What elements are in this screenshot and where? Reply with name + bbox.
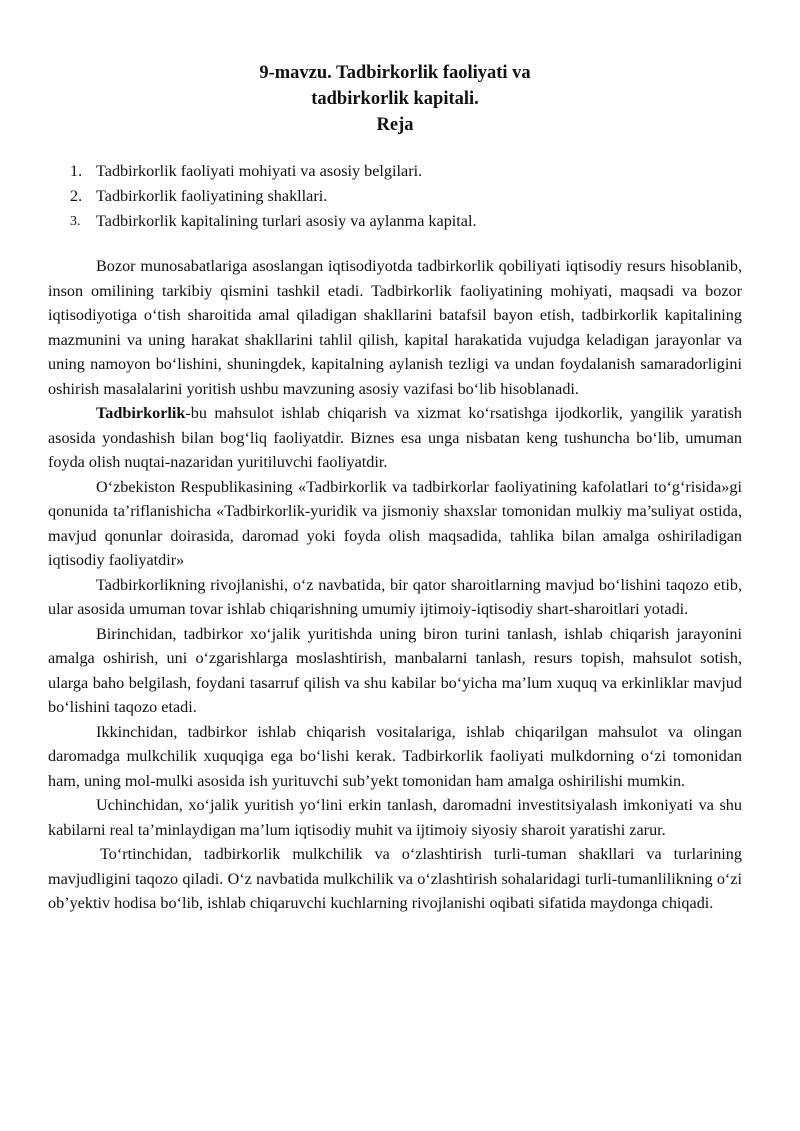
term-tadbirkorlik: Tadbirkorlik xyxy=(96,404,186,422)
plan-item-number: 2. xyxy=(70,187,83,205)
plan-item-number: 3. xyxy=(70,214,81,229)
definition-text: -bu mahsulot ishlab chiqarish va xizmat ko‘rsatishga ijodkorlik, yangilik yaratish asosida yondashish bilan bog‘liq faoliyatdir. Biznes esa unga nisbatan keng tushuncha bo‘lib, umuman foyda olish nuqtai-nazaridan yuritiluvchi faoliyatdir. xyxy=(48,404,742,471)
plan-item-text: Tadbirkorlik faoliyatining shakllari. xyxy=(96,187,328,205)
plan-item xyxy=(70,184,742,209)
plan-item xyxy=(70,209,742,234)
plan-item-number: 1. xyxy=(70,162,83,180)
paragraph-conditions: Tadbirkorlikning rivojlanishi, o‘z navbatida, bir qator sharoitlarning mavjud bo‘lishini taqozo etib, ular asosida umuman tovar ishlab chiqarishning umumiy ijtimoiy-iqtisodiy shart-sharoitlari yotadi. xyxy=(48,575,742,618)
plan-item-text: Tadbirkorlik faoliyati mohiyati va asosiy belgilari. xyxy=(96,162,423,180)
paragraph-second: Ikkinchidan, tadbirkor ishlab chiqarish vositalariga, ishlab chiqarilgan mahsulot va olingan daromadga mulkchilik xuquqiga ega bo‘lishi kerak. Tadbirkorlik faoliyati mulkdorning o‘zi tomonidan ham, uning mol-mulki asosida ish yurituvchi sub’yekt tomonidan ham amalga oshirilishi mumkin. xyxy=(48,722,742,790)
paragraph-first: Birinchidan, tadbirkor xo‘jalik yuritishda uning biron turini tanlash, ishlab chiqarish jarayonini amalga oshirish, uni o‘zgarishlarga moslashtirish, manbalarni tanlash, resurs topish, mahsulot sotish, ularga baho belgilash, foydani tasarruf qilish va shu kabilar bo‘yicha ma’lum xuquq va erkinliklar mavjud bo‘lishini taqozo etadi. xyxy=(48,624,742,716)
paragraph-third: Uchinchidan, xo‘jalik yuritish yo‘lini erkin tanlash, daromadni investitsiyalash imkoniyati va shu kabilarni real ta’minlaydigan ma’lum iqtisodiy muhit va ijtimoiy siyosiy sharoit yaratishi zarur. xyxy=(48,796,742,839)
paragraph-definition xyxy=(48,401,742,475)
title-line-2: tadbirkorlik kapitali. xyxy=(311,89,479,109)
title-line-1: 9-mavzu. Tadbirkorlik faoliyati va xyxy=(259,63,531,83)
plan-item-text: Tadbirkorlik kapitalining turlari asosiy va aylanma kapital. xyxy=(96,212,477,230)
plan-list xyxy=(48,159,742,234)
paragraph-intro: Bozor munosabatlariga asoslangan iqtisodiyotda tadbirkorlik qobiliyati iqtisodiy resurs hisoblanib, inson omilining tarkibiy qismini tashkil etadi. Tadbirkorlik faoliyatining mohiyati, maqsadi va bozor iqtisodiyotiga o‘tish sharoitida amal qiladigan shakllarini batafsil bayon etish, tadbirkorlik kapitalining mazmunini va uning harakat shakllarini tahlil qilish, kapital harakatida vujudga keladigan jarayonlar va uning namoyon bo‘lishini, shuningdek, kapitalning aylanish tezligi va undan foydalanish samaradorligini oshirish masalalarini yoritish ushbu mavzuning asosiy vazifasi bo‘lib hisoblanadi. xyxy=(48,257,742,398)
paragraph-law: O‘zbekiston Respublikasining «Tadbirkorlik va tadbirkorlar faoliyatining kafolatlari to‘g‘risida»gi qonunida ta’riflanishicha «Tadbirkorlik-yuridik va jismoniy shaxslar tomonidan mulkiy ma’suliyat ostida, mavjud qonunlar doirasida, daromad yoki foyda olish maqsadida, tahlika bilan amalga oshiriladigan iqtisodiy faoliyatdir» xyxy=(48,477,742,569)
document-title xyxy=(48,60,742,138)
title-line-3: Reja xyxy=(376,115,414,135)
paragraph-fourth: To‘rtinchidan, tadbirkorlik mulkchilik va o‘zlashtirish turli-tuman shakllari va turlarining mavjudligini taqozo qiladi. O‘z navbatida mulkchilik va o‘zlashtirish sohalaridagi turli-tumanlilikning o‘zi ob’yektiv hodisa bo‘lib, ishlab chiqaruvchi kuchlarning rivojlanishi oqibati sifatida maydonga chiqadi. xyxy=(48,845,742,912)
plan-item xyxy=(70,159,742,184)
